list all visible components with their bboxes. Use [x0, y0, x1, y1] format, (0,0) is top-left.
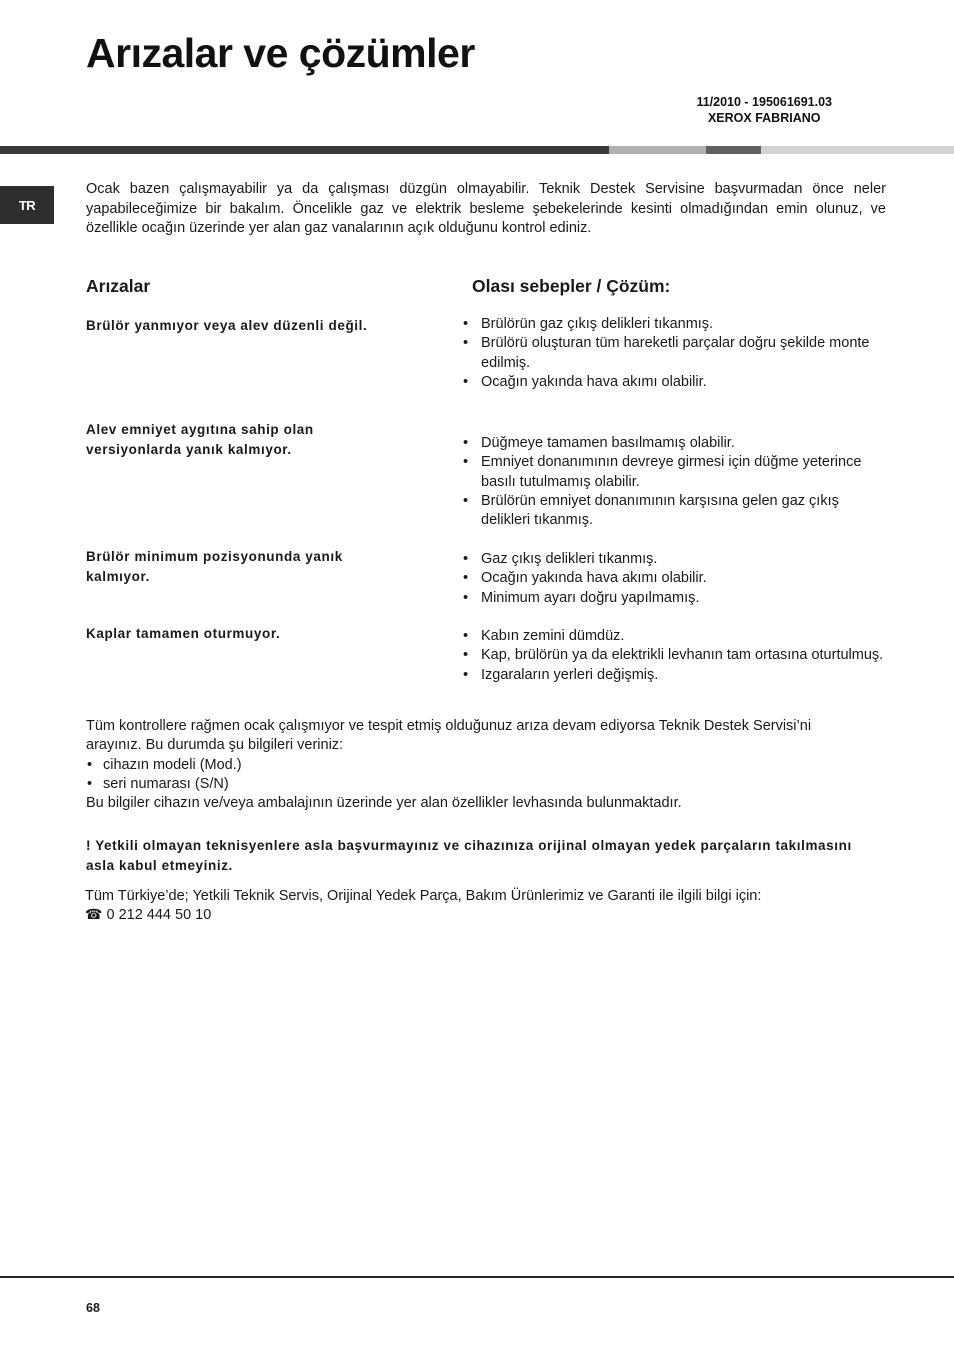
info-item	[86, 756, 866, 775]
language-tab: TR	[0, 186, 54, 224]
phone-number: 0 212 444 50 10	[106, 906, 212, 923]
cause-item	[462, 434, 892, 453]
bullet: •	[463, 647, 469, 664]
header-bar-pale	[761, 146, 954, 154]
cause-item	[462, 492, 892, 531]
warning-text: ! Yetkili olmayan teknisyenlere asla başvurmayınız ve cihazınıza orijinal olmayan yedek parçaların takılmasını asla kabul etmeyiniz.	[86, 838, 852, 873]
cause-list	[462, 627, 892, 685]
cause-text: Emniyet donanımının devreye girmesi için düğme yeterince basılı tutulmamış olabilir.	[481, 454, 862, 490]
bullet: •	[463, 335, 469, 352]
intro-paragraph: Ocak bazen çalışmayabilir ya da çalışması düzgün olmayabilir. Teknik Destek Servisine başvurmadan önce neler yapabileceğimize bir bakalım. Öncelikle gaz ve elektrik besleme şebekelerinde kesinti olmadığından emin olunuz, ve özellikle ocağın üzerinde yer alan gaz vanalarının açık olduğunu kontrol ediniz.	[86, 181, 886, 236]
cause-text: Izgaraların yerleri değişmiş.	[481, 666, 659, 683]
fault-item: Brülör yanmıyor veya alev düzenli değil.	[86, 318, 368, 333]
bullet: •	[463, 492, 469, 509]
cause-list	[462, 315, 892, 392]
cause-item	[462, 627, 892, 646]
cause-text: Brülörün gaz çıkış delikleri tıkanmış.	[481, 316, 714, 332]
cause-item	[462, 453, 892, 492]
cause-text: Ocağın yakında hava akımı olabilir.	[481, 570, 707, 587]
bullet: •	[463, 373, 469, 390]
header-bar-light	[609, 146, 706, 154]
info-text: seri numarası (S/N)	[103, 775, 229, 792]
footer-rule	[0, 1276, 954, 1278]
cause-item	[462, 315, 892, 334]
bullet: •	[463, 316, 469, 332]
cause-item	[462, 646, 892, 665]
cause-item	[462, 569, 892, 588]
document-meta	[696, 94, 832, 126]
bullet: •	[463, 589, 469, 606]
cause-item	[462, 666, 892, 685]
bullet: •	[463, 551, 469, 567]
cause-item	[462, 550, 892, 569]
cause-text: Kap, brülörün ya da elektrikli levhanın tam ortasına oturtulmuş.	[481, 647, 884, 664]
bullet: •	[463, 435, 469, 451]
bullet: •	[463, 570, 469, 587]
cause-item	[462, 334, 892, 373]
outro-text: Tüm kontrollere rağmen ocak çalışmıyor ve tespit etmiş olduğunuz arıza devam ediyorsa Teknik Destek Servisi’ni arayınız. Bu durumda şu bilgileri veriniz:	[86, 718, 812, 754]
cause-text: Düğmeye tamamen basılmamış olabilir.	[481, 435, 735, 451]
service-info	[85, 888, 875, 924]
bullet: •	[87, 775, 93, 792]
document-code: 11/2010 - 195061691.03	[696, 95, 832, 109]
fault-item: Kaplar tamamen oturmuyor.	[86, 626, 281, 641]
cause-item	[462, 373, 892, 392]
bullet: •	[463, 628, 469, 644]
header-bar-mid	[706, 146, 761, 154]
bullet: •	[463, 666, 469, 683]
cause-text: Brülörü oluşturan tüm hareketli parçalar doğru şekilde monte edilmiş.	[481, 335, 870, 371]
page-title: Arızalar ve çözümler	[86, 30, 475, 76]
info-item	[86, 775, 866, 794]
page-number: 68	[86, 1301, 100, 1315]
service-text: Tüm Türkiye’de; Yetkili Teknik Servis, Orijinal Yedek Parça, Bakım Ürünlerimiz ve Garanti ile ilgili bilgi için:	[85, 888, 762, 904]
cause-text: Gaz çıkış delikleri tıkanmış.	[481, 551, 658, 567]
faults-heading: Arızalar	[86, 276, 151, 296]
cause-item	[462, 589, 892, 608]
fault-item: Alev emniyet aygıtına sahip olan versiyonlarda yanık kalmıyor.	[86, 422, 314, 457]
cause-list	[462, 550, 892, 608]
cause-text: Ocağın yakında hava akımı olabilir.	[481, 373, 707, 390]
cause-list	[462, 434, 892, 530]
phone-line	[85, 906, 875, 925]
causes-heading: Olası sebepler / Çözüm:	[472, 276, 671, 296]
fault-item: Brülör minimum pozisyonunda yanık kalmıyor.	[86, 549, 343, 584]
printer-info: XEROX FABRIANO	[707, 111, 821, 125]
bullet: •	[463, 454, 469, 471]
cause-text: Kabın zemini dümdüz.	[481, 628, 625, 644]
info-text: cihazın modeli (Mod.)	[103, 756, 242, 773]
phone-icon: ☎	[85, 905, 103, 922]
bullet: •	[87, 756, 93, 773]
info-list	[86, 756, 866, 795]
cause-text: Minimum ayarı doğru yapılmamış.	[481, 589, 700, 606]
cause-text: Brülörün emniyet donanımının karşısına gelen gaz çıkış delikleri tıkanmış.	[481, 492, 839, 529]
contact-instructions	[86, 717, 866, 813]
header-bar-dark	[0, 146, 609, 154]
outro-note: Bu bilgiler cihazın ve/veya ambalajının üzerinde yer alan özellikler levhasında bulunmaktadır.	[86, 795, 682, 812]
